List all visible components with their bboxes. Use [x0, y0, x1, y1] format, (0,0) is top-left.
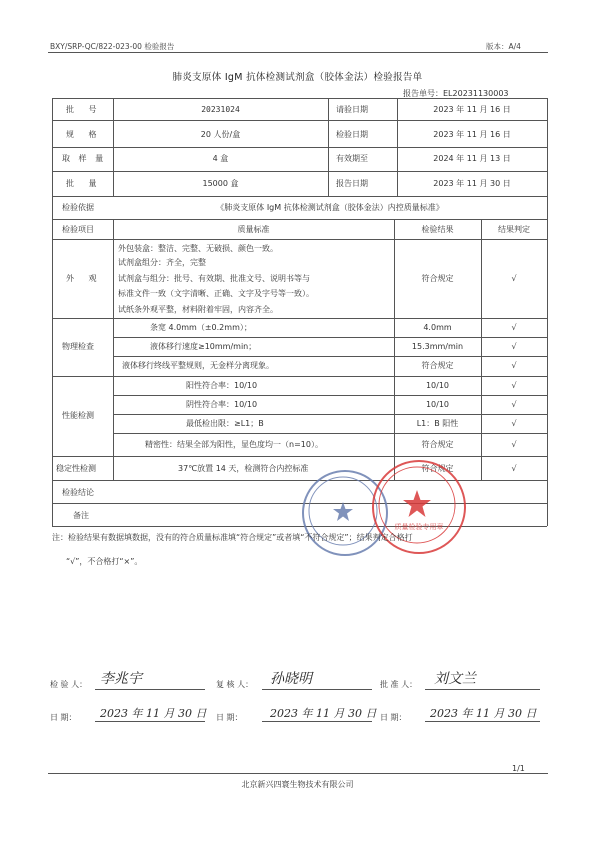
remarks-label: 备注: [73, 511, 89, 520]
performance-standard: 阳性符合率：10/10: [186, 381, 258, 390]
column-standard: 质量标准: [237, 225, 270, 234]
footer-rule: [48, 773, 548, 774]
date-label: 日 期：: [216, 713, 243, 722]
stability-label: 稳定性检测: [56, 464, 96, 473]
performance-standard: 精密性：结果全部为阳性，显色度均一（n=10）。: [145, 440, 323, 449]
inspect-date-value: 2023 年 11 月 16 日: [433, 130, 511, 139]
physical-judgement: √: [511, 323, 517, 332]
stability-result: 符合规定: [421, 464, 454, 473]
physical-label: 物理检查: [62, 342, 94, 351]
basis-value: 《肺炎支原体 IgM 抗体检测试剂盒（胶体金法）内控质量标准》: [216, 203, 444, 212]
conclusion-label: 检验结论: [62, 488, 94, 497]
stability-judgement: √: [511, 464, 517, 473]
note-line: 注：检验结果有数据填数据，没有的符合质量标准填“符合规定”或者填“不符合规定”；结果判定合格打: [52, 533, 413, 542]
report-number: 报告单号：EL20231130003: [403, 89, 509, 98]
expiry-label: 有效期至: [336, 154, 368, 163]
basis-label: 检验依据: [62, 203, 94, 212]
appearance-line: 试纸条外观平整，材料附着牢固，内容齐全。: [118, 305, 278, 314]
header-rule: [48, 52, 548, 53]
inspect-date-label: 检验日期: [336, 130, 368, 139]
sample-value: 4 盒: [212, 154, 229, 163]
date-label: 日 期：: [380, 713, 407, 722]
performance-standard: 阴性符合率：10/10: [186, 400, 258, 409]
performance-result: L1：B 阳性: [416, 419, 459, 428]
physical-result: 15.3mm/min: [411, 342, 464, 351]
date-signature: 2023 年 11 月 30 日: [270, 707, 377, 720]
date-signature: 2023 年 11 月 30 日: [100, 707, 207, 720]
approver-label: 批 准 人：: [380, 680, 418, 689]
column-result: 检验结果: [421, 225, 454, 234]
inspector-label: 检 验 人：: [50, 680, 88, 689]
performance-judgement: √: [511, 400, 517, 409]
physical-judgement: √: [511, 361, 517, 370]
performance-result: 10/10: [425, 400, 450, 409]
performance-standard: 最低检出限：≥L1；B: [186, 419, 264, 428]
physical-standard: 液体移行终线平整规则，无金样分离现象。: [122, 361, 274, 370]
column-judgement: 结果判定: [498, 225, 530, 234]
sample-label: 取 样 量: [62, 154, 107, 163]
stamp-text: 质量检验专用章: [394, 523, 444, 531]
spec-value: 20 人份/盒: [200, 130, 241, 139]
version: 版本：A/4: [486, 42, 521, 51]
performance-label: 性能检测: [62, 411, 94, 420]
batch-label: 批 号: [66, 105, 103, 114]
physical-standard: 条宽 4.0mm（±0.2mm）；: [150, 323, 252, 332]
reviewer-label: 复 核 人：: [216, 680, 254, 689]
appearance-line: 试剂盒组分：齐全，完整: [118, 258, 206, 267]
appearance-line: 外包装盒：整洁、完整、无破损、颜色一致。: [118, 244, 278, 253]
page-number: 1/1: [512, 764, 525, 773]
physical-judgement: √: [511, 342, 517, 351]
reviewer-signature: 孙晓明: [270, 671, 312, 687]
stability-standard: 37℃放置 14 天，检测符合内控标准: [178, 464, 309, 473]
inspector-signature: 李兆宇: [100, 671, 142, 687]
request-date-value: 2023 年 11 月 16 日: [433, 105, 511, 114]
column-item: 检验项目: [62, 225, 94, 234]
performance-judgement: √: [511, 381, 517, 390]
performance-judgement: √: [511, 440, 517, 449]
company-name: 北京新兴四寰生物技术有限公司: [241, 780, 354, 789]
spec-label: 规 格: [66, 130, 103, 139]
doc-code: BXY/SRP-QC/822-023-00 检验报告: [50, 42, 175, 51]
batch-value: 20231024: [201, 105, 240, 114]
appearance-line: 标准文件一致（文字清晰、正确、文字及字号等一致）。: [118, 289, 314, 298]
report-title: 肺炎支原体 IgM 抗体检测试剂盒（胶体金法）检验报告单: [172, 72, 423, 83]
appearance-result: 符合规定: [421, 274, 454, 283]
appearance-judgement: √: [511, 274, 517, 283]
approver-signature: 刘文兰: [434, 671, 476, 687]
performance-result: 符合规定: [421, 440, 454, 449]
request-date-label: 请验日期: [336, 105, 368, 114]
date-signature: 2023 年 11 月 30 日: [430, 707, 537, 720]
date-label: 日 期：: [50, 713, 77, 722]
report-date-value: 2023 年 11 月 30 日: [433, 179, 511, 188]
performance-result: 10/10: [425, 381, 450, 390]
report-date-label: 报告日期: [336, 179, 368, 188]
performance-judgement: √: [511, 419, 517, 428]
physical-result: 符合规定: [421, 361, 454, 370]
note-line: “√”，不合格打“×”。: [66, 557, 143, 566]
lot-size-value: 15000 盒: [202, 179, 239, 188]
appearance-label: 外 观: [66, 274, 103, 283]
physical-result: 4.0mm: [423, 323, 452, 332]
physical-standard: 液体移行速度≥10mm/min；: [150, 342, 257, 351]
appearance-line: 试剂盒与组分：批号、有效期、批准文号、说明书等与: [118, 274, 310, 283]
expiry-value: 2024 年 11 月 13 日: [433, 154, 511, 163]
lot-size-label: 批 量: [66, 179, 103, 188]
